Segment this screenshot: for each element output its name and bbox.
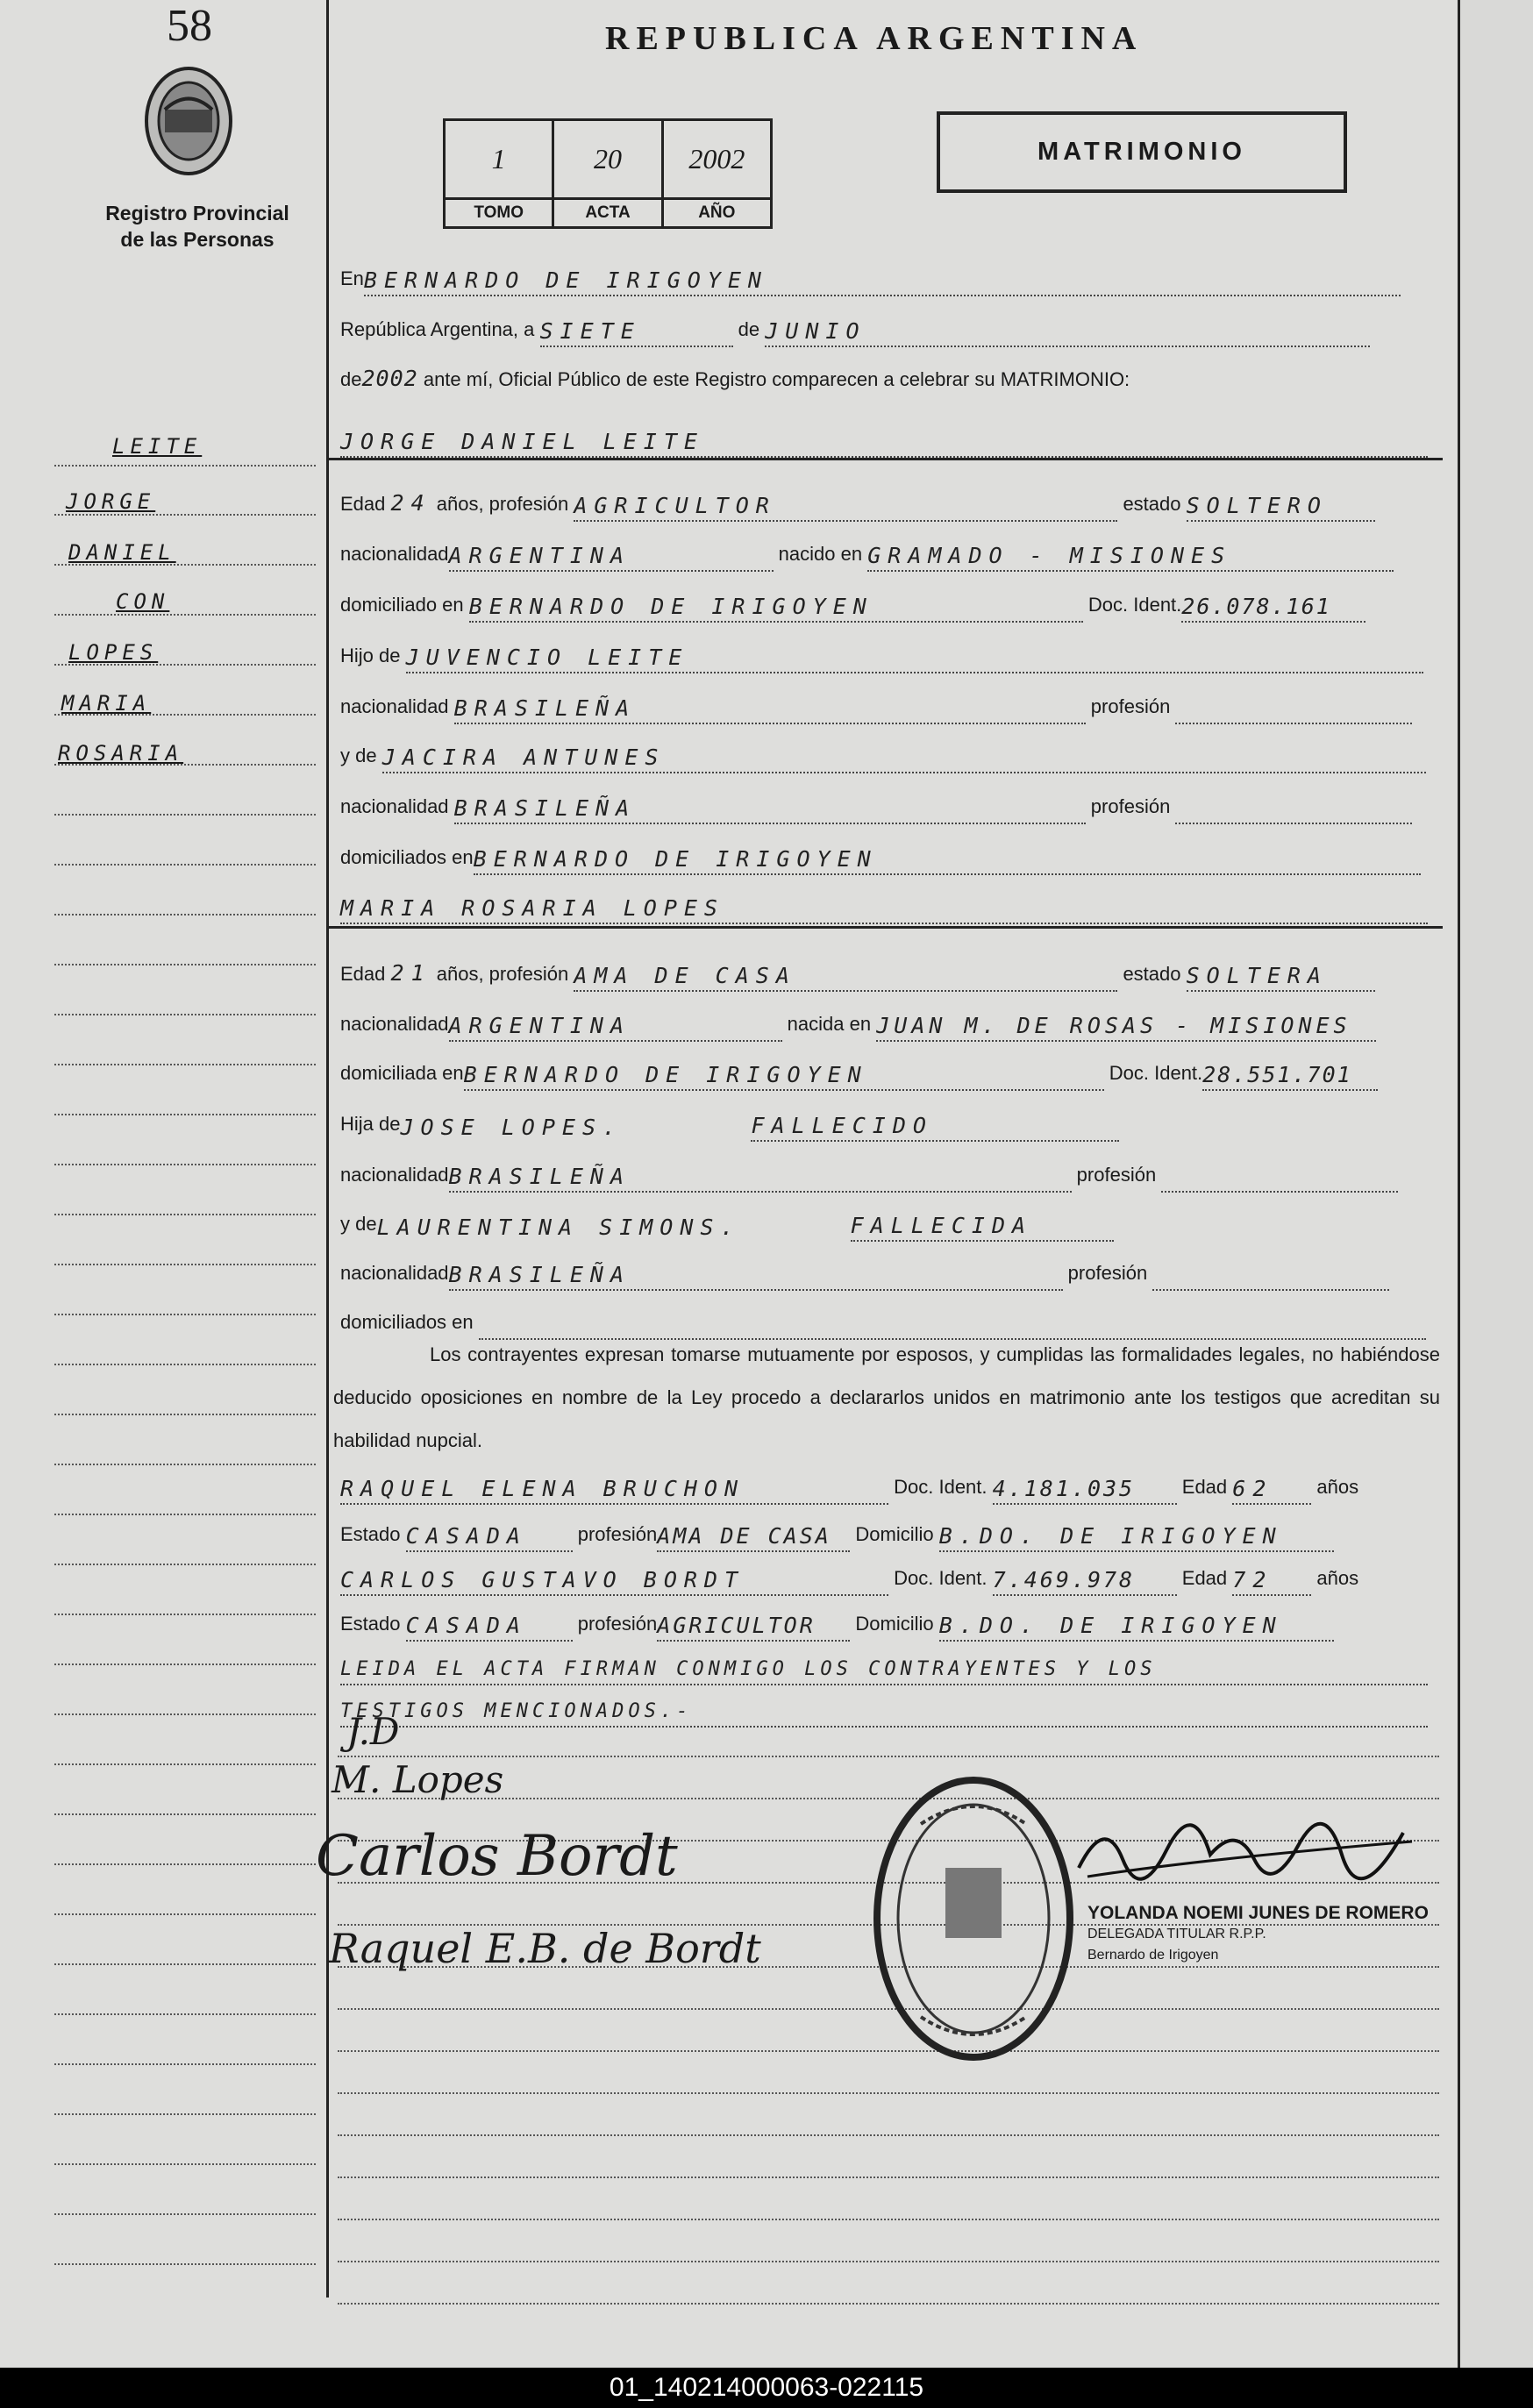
- bride-parents-dom-label: domiciliados en: [340, 1311, 474, 1333]
- margin-line: [54, 2062, 316, 2065]
- bride-age-label: Edad: [340, 963, 386, 985]
- margin-line: [54, 2012, 316, 2015]
- margin-name: LEITE: [112, 434, 203, 459]
- groom-father-label: Hijo de: [340, 645, 401, 666]
- signature-line: [338, 2217, 1439, 2220]
- bride-age-line: [340, 956, 1442, 991]
- groom-dom-label: domiciliado en: [340, 594, 464, 616]
- signature-line: [338, 2175, 1439, 2178]
- margin-line: [54, 1762, 316, 1765]
- bride-father-prof-label: profesión: [1076, 1164, 1157, 1186]
- bride-profession: AMA DE CASA: [574, 962, 1117, 992]
- place-en-label: En: [340, 267, 364, 289]
- groom-father-line: [340, 638, 1442, 673]
- groom-nationality: ARGENTINA: [449, 542, 774, 572]
- margin-line: [54, 1962, 316, 1965]
- groom-mother-label: y de: [340, 744, 377, 766]
- witness-1-profession: AMA DE CASA: [657, 1522, 850, 1552]
- groom-born-label: nacido en: [778, 543, 863, 565]
- groom-parents-dom-label: domiciliados en: [340, 846, 474, 868]
- groom-age: 24: [390, 490, 431, 516]
- section-rule: [329, 926, 1443, 929]
- margin-line: [54, 2212, 316, 2215]
- margin-line: [54, 1812, 316, 1815]
- margin-line: [54, 1112, 316, 1115]
- witness-1-age: 62: [1232, 1475, 1311, 1505]
- official-stamp-icon: [868, 1771, 1079, 2065]
- folio-number: 58: [167, 1, 212, 51]
- groom-doc: 26.078.161: [1181, 593, 1365, 623]
- margin-line: [54, 1062, 316, 1065]
- section-rule: [329, 458, 1443, 460]
- ref-acta-value: 20: [593, 143, 622, 175]
- margin-line: [54, 1712, 316, 1715]
- year-de-label: de: [340, 368, 362, 390]
- ref-year-label: AÑO: [664, 197, 770, 226]
- closing-line-1: [340, 1650, 1442, 1685]
- signature-witness-1: Raquel E.B. de Bordt: [329, 1925, 761, 1972]
- witness-2-state: CASADA: [406, 1612, 573, 1642]
- bride-nat-label: nacionalidad: [340, 1013, 449, 1035]
- bride-mother-note: FALLECIDA: [851, 1212, 1114, 1242]
- provincial-seal-icon: [140, 61, 237, 180]
- margin-line: [54, 512, 316, 516]
- document-type: MATRIMONIO: [937, 111, 1347, 193]
- official-name: YOLANDA NOEMI JUNES DE ROMERO: [1087, 1903, 1429, 1923]
- bride-mother-nat-line: [340, 1256, 1442, 1291]
- closing-text-2: TESTIGOS MENCIONADOS.-: [340, 1698, 1428, 1728]
- witness-1-name: RAQUEL ELENA BRUCHON: [340, 1475, 888, 1505]
- witness-1-prof-label: profesión: [577, 1523, 658, 1545]
- margin-name: ROSARIA: [58, 741, 184, 766]
- witness-2-name: CARLOS GUSTAVO BORDT: [340, 1566, 888, 1596]
- bride-father-nat-label: nacionalidad: [340, 1164, 449, 1186]
- groom-father-nat: BRASILEÑA: [454, 695, 1086, 724]
- witness-1-domicile: B.DO. DE IRIGOYEN: [939, 1522, 1334, 1552]
- witness-1-doc-label: Doc. Ident.: [894, 1476, 988, 1498]
- witness-2-doc-label: Doc. Ident.: [894, 1567, 988, 1589]
- groom-name-line: [340, 423, 1442, 458]
- margin-line: [54, 1612, 316, 1615]
- groom-mother-nat-line: [340, 789, 1442, 824]
- ref-tomo-value: 1: [491, 143, 506, 175]
- witness-2-prof-label: profesión: [577, 1613, 658, 1635]
- groom-nat-line: [340, 537, 1442, 572]
- bride-mother-label: y de: [340, 1213, 377, 1235]
- bride-name-line: [340, 889, 1442, 924]
- groom-nat-label: nacionalidad: [340, 543, 449, 565]
- bride-born: JUAN M. DE ROSAS - MISIONES: [876, 1012, 1376, 1042]
- signature-line: [338, 2091, 1439, 2094]
- groom-dom-line: [340, 588, 1442, 623]
- groom-father-prof-label: profesión: [1090, 695, 1171, 717]
- groom-mother: JACIRA ANTUNES: [382, 744, 1426, 773]
- witness-2-detail-line: [340, 1607, 1442, 1642]
- witness-2-state-label: Estado: [340, 1613, 401, 1635]
- margin-line: [54, 762, 316, 766]
- groom-father: JUVENCIO LEITE: [406, 644, 1423, 673]
- official-title: DELEGADA TITULAR R.P.P.: [1087, 1927, 1266, 1941]
- groom-age-line: [340, 486, 1442, 521]
- margin-line: [54, 612, 316, 616]
- witness-1-line: [340, 1470, 1442, 1505]
- margin-line: [54, 712, 316, 716]
- bride-name: MARIA ROSARIA LOPES: [340, 894, 1428, 924]
- registry-line-1: Registro Provincial: [105, 202, 289, 224]
- groom-father-nat-line: [340, 689, 1442, 724]
- date-month: JUNIO: [765, 317, 1370, 347]
- bride-mother-prof-label: profesión: [1067, 1262, 1148, 1284]
- witness-1-years-label: años: [1316, 1476, 1359, 1498]
- ref-year: [664, 121, 770, 226]
- groom-parents-dom-line: [340, 840, 1442, 875]
- bride-father-prof: [1161, 1163, 1398, 1193]
- date-de-label: de: [738, 318, 760, 340]
- bride-mother-prof: [1152, 1261, 1389, 1291]
- groom-name: JORGE DANIEL LEITE: [340, 428, 1428, 458]
- witness-1-doc: 4.181.035: [993, 1475, 1177, 1505]
- margin-line: [54, 1162, 316, 1165]
- bride-father: JOSE LOPES.: [400, 1115, 624, 1140]
- margin-line: [54, 1662, 316, 1665]
- year-value: 2002: [361, 366, 418, 391]
- groom-father-prof: [1175, 695, 1412, 724]
- bride-father-nat: BRASILEÑA: [449, 1163, 1072, 1193]
- margin-name: DANIEL: [68, 540, 176, 565]
- country-title: REPUBLICA ARGENTINA: [605, 20, 1144, 57]
- groom-state: SOLTERO: [1187, 492, 1375, 522]
- margin-name: LOPES: [68, 640, 159, 665]
- bride-born-label: nacida en: [787, 1013, 872, 1035]
- bride-state-label: estado: [1123, 963, 1181, 985]
- signature-line: [338, 1754, 1439, 1757]
- bride-dom-line: [340, 1056, 1442, 1091]
- margin-line: [54, 1312, 316, 1315]
- registry-line-2: de las Personas: [120, 228, 275, 251]
- ref-tomo: [446, 121, 554, 226]
- margin-line: [54, 2162, 316, 2165]
- witness-1-state-label: Estado: [340, 1523, 401, 1545]
- groom-parents-dom: BERNARDO DE IRIGOYEN: [474, 845, 1421, 875]
- ref-year-value: 2002: [688, 143, 745, 175]
- margin-line: [54, 1462, 316, 1465]
- margin-line: [54, 1262, 316, 1265]
- margin-line: [54, 912, 316, 915]
- closing-text-1: LEIDA EL ACTA FIRMAN CONMIGO LOS CONTRAYENTES Y LOS: [340, 1656, 1428, 1685]
- signature-line: [338, 2301, 1439, 2305]
- bride-doc: 28.551.701: [1202, 1061, 1378, 1091]
- witness-2-years-label: años: [1316, 1567, 1359, 1589]
- margin-line: [54, 1012, 316, 1015]
- bride-profession-label: años, profesión: [436, 963, 569, 985]
- ref-acta-label: ACTA: [554, 197, 660, 226]
- margin-line: [54, 463, 316, 467]
- bride-mother-line: [340, 1207, 1442, 1242]
- margin-name: CON: [116, 589, 170, 614]
- witness-2-doc: 7.469.978: [993, 1566, 1177, 1596]
- margin-line: [54, 2112, 316, 2115]
- witness-1-age-label: Edad: [1181, 1476, 1228, 1498]
- groom-profession-label: años, profesión: [436, 493, 569, 515]
- margin-line: [54, 662, 316, 666]
- registry-label: [79, 200, 316, 253]
- groom-mother-prof: [1175, 794, 1412, 824]
- groom-mother-nat: BRASILEÑA: [454, 794, 1086, 824]
- bride-nat-line: [340, 1007, 1442, 1042]
- bride-father-line: [340, 1107, 1442, 1142]
- place-city: BERNARDO DE IRIGOYEN: [364, 267, 1401, 296]
- margin-line: [54, 1512, 316, 1515]
- groom-born: GRAMADO - MISIONES: [867, 542, 1394, 572]
- declaration-text: Los contrayentes expresan tomarse mutuamente por esposos, y cumplidas las formalidades legales, no habiéndose deducido oposiciones en nombre de la Ley procedo a declararlos unidos en matrimonio ante los testigos que acreditan su habilidad nupcial.: [333, 1343, 1440, 1451]
- closing-line-2: [340, 1692, 1442, 1728]
- margin-name: MARIA: [61, 691, 152, 716]
- bride-domicile: BERNARDO DE IRIGOYEN: [464, 1061, 1104, 1091]
- bride-doc-label: Doc. Ident.: [1109, 1062, 1203, 1084]
- bride-father-note: FALLECIDO: [751, 1112, 1119, 1142]
- witness-2-domicile: B.DO. DE IRIGOYEN: [939, 1612, 1334, 1642]
- margin-line: [54, 1862, 316, 1865]
- margin-line: [54, 1912, 316, 1915]
- bride-dom-label: domiciliada en: [340, 1062, 464, 1084]
- groom-mother-line: [340, 738, 1442, 773]
- ref-acta: [554, 121, 663, 226]
- groom-doc-label: Doc. Ident.: [1087, 594, 1182, 616]
- margin-line: [54, 1562, 316, 1565]
- groom-age-label: Edad: [340, 493, 386, 515]
- bride-state: SOLTERA: [1187, 962, 1375, 992]
- margin-line: [54, 1362, 316, 1365]
- bride-nationality: ARGENTINA: [449, 1012, 782, 1042]
- margin-line: [54, 2262, 316, 2265]
- witness-1-dom-label: Domicilio: [855, 1523, 934, 1545]
- date-rep-label: República Argentina, a: [340, 318, 535, 340]
- official-signature-icon: [1070, 1806, 1421, 1894]
- margin-line: [54, 1412, 316, 1415]
- witness-2-line: [340, 1561, 1442, 1596]
- intro-text: ante mí, Oficial Público de este Registro comparecen a celebrar su MATRIMONIO:: [423, 368, 1130, 390]
- witness-2-age: 72: [1232, 1566, 1311, 1596]
- witness-1-state: CASADA: [406, 1522, 573, 1552]
- official-place: Bernardo de Irigoyen: [1087, 1948, 1219, 1963]
- groom-state-label: estado: [1123, 493, 1181, 515]
- signature-bride: M. Lopes: [332, 1758, 504, 1801]
- margin-line: [54, 562, 316, 566]
- bride-father-label: Hija de: [340, 1113, 401, 1135]
- bride-mother: LAURENTINA SIMONS.: [376, 1215, 741, 1240]
- footer-id: 01_140214000063-022115: [0, 2368, 1533, 2408]
- reference-box: [443, 118, 773, 229]
- year-line: [340, 361, 1442, 396]
- groom-father-nat-label: nacionalidad: [340, 695, 449, 717]
- bride-mother-nat: BRASILEÑA: [449, 1261, 1063, 1291]
- margin-line: [54, 862, 316, 866]
- margin-line: [54, 962, 316, 965]
- witness-1-detail-line: [340, 1517, 1442, 1552]
- groom-mother-nat-label: nacionalidad: [340, 795, 449, 817]
- witness-2-profession: AGRICULTOR: [657, 1612, 850, 1642]
- signature-initials: J.D: [346, 1710, 400, 1753]
- official-stamp-text: [1087, 1903, 1429, 1966]
- margin-line: [54, 812, 316, 816]
- bride-age: 21: [390, 960, 431, 986]
- ref-tomo-label: TOMO: [446, 197, 552, 226]
- signature-witness-2: Carlos Bordt: [316, 1824, 678, 1889]
- bride-mother-nat-label: nacionalidad: [340, 1262, 449, 1284]
- place-line: [340, 261, 1442, 296]
- margin-line: [54, 1212, 316, 1215]
- groom-mother-prof-label: profesión: [1090, 795, 1171, 817]
- signature-line: [338, 2133, 1439, 2136]
- date-day: SIETE: [540, 317, 733, 347]
- margin-name: JORGE: [66, 489, 156, 514]
- groom-profession: AGRICULTOR: [574, 492, 1117, 522]
- groom-domicile: BERNARDO DE IRIGOYEN: [469, 593, 1083, 623]
- date-line: [340, 312, 1442, 347]
- witness-2-age-label: Edad: [1181, 1567, 1228, 1589]
- bride-father-nat-line: [340, 1158, 1442, 1193]
- witness-2-dom-label: Domicilio: [855, 1613, 934, 1635]
- signature-line: [338, 2259, 1439, 2262]
